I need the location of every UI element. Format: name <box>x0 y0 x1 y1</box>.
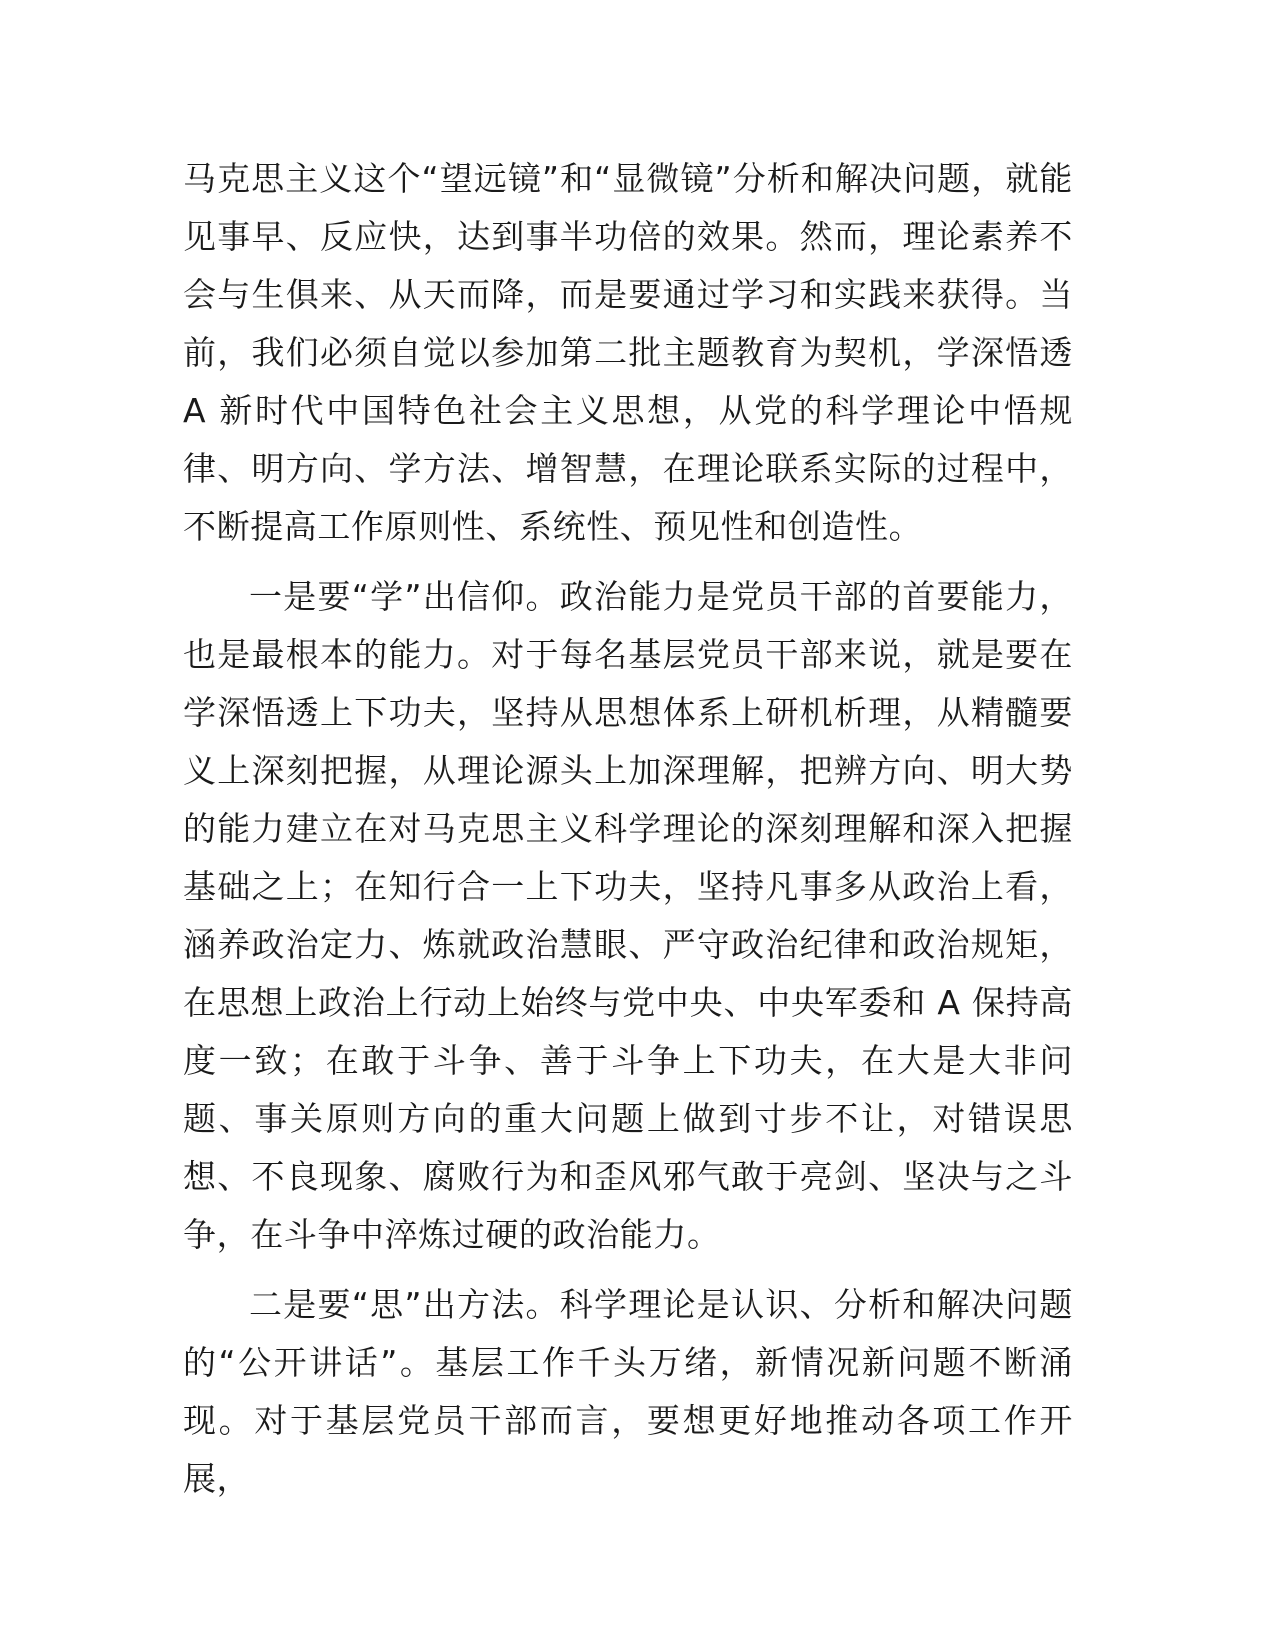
paragraph-3: 二是要“思”出方法。科学理论是认识、分析和解决问题的“公开讲话”。基层工作千头万绪，新情况新问题不断涌现。对于基层党员干部而言，要想更好地推动各项工作开展， <box>183 1285 1073 1498</box>
paragraph-2: 一是要“学”出信仰。政治能力是党员干部的首要能力，也是最根本的能力。对于每名基层党员干部来说，就是要在学深悟透上下功夫，坚持从思想体系上研机析理，从精髓要义上深刻把握，从理论源头上加深理解，把辨方向、明大势的能力建立在对马克思主义科学理论的深刻理解和深入把握基础之上；在知行合一上下功夫，坚持凡事多从政治上看，涵养政治定力、炼就政治慧眼、严守政治纪律和政治规矩，在思想上政治上行动上始终与党中央、中央军委和 A 保持高度一致；在敢于斗争、善于斗争上下功夫，在大是大非问题、事关原则方向的重大问题上做到寸步不让，对错误思想、不良现象、腐败行为和歪风邪气敢于亮剑、坚决与之斗争，在斗争中淬炼过硬的政治能力。 <box>183 577 1073 1254</box>
document-body <box>183 150 1073 1508</box>
paragraph-1: 马克思主义这个“望远镜”和“显微镜”分析和解决问题，就能见事早、反应快，达到事半功倍的效果。然而，理论素养不会与生俱来、从天而降，而是要通过学习和实践来获得。当前，我们必须自觉以参加第二批主题教育为契机，学深悟透 A 新时代中国特色社会主义思想，从党的科学理论中悟规律、明方向、学方法、增智慧，在理论联系实际的过程中，不断提高工作原则性、系统性、预见性和创造性。 <box>183 159 1073 546</box>
